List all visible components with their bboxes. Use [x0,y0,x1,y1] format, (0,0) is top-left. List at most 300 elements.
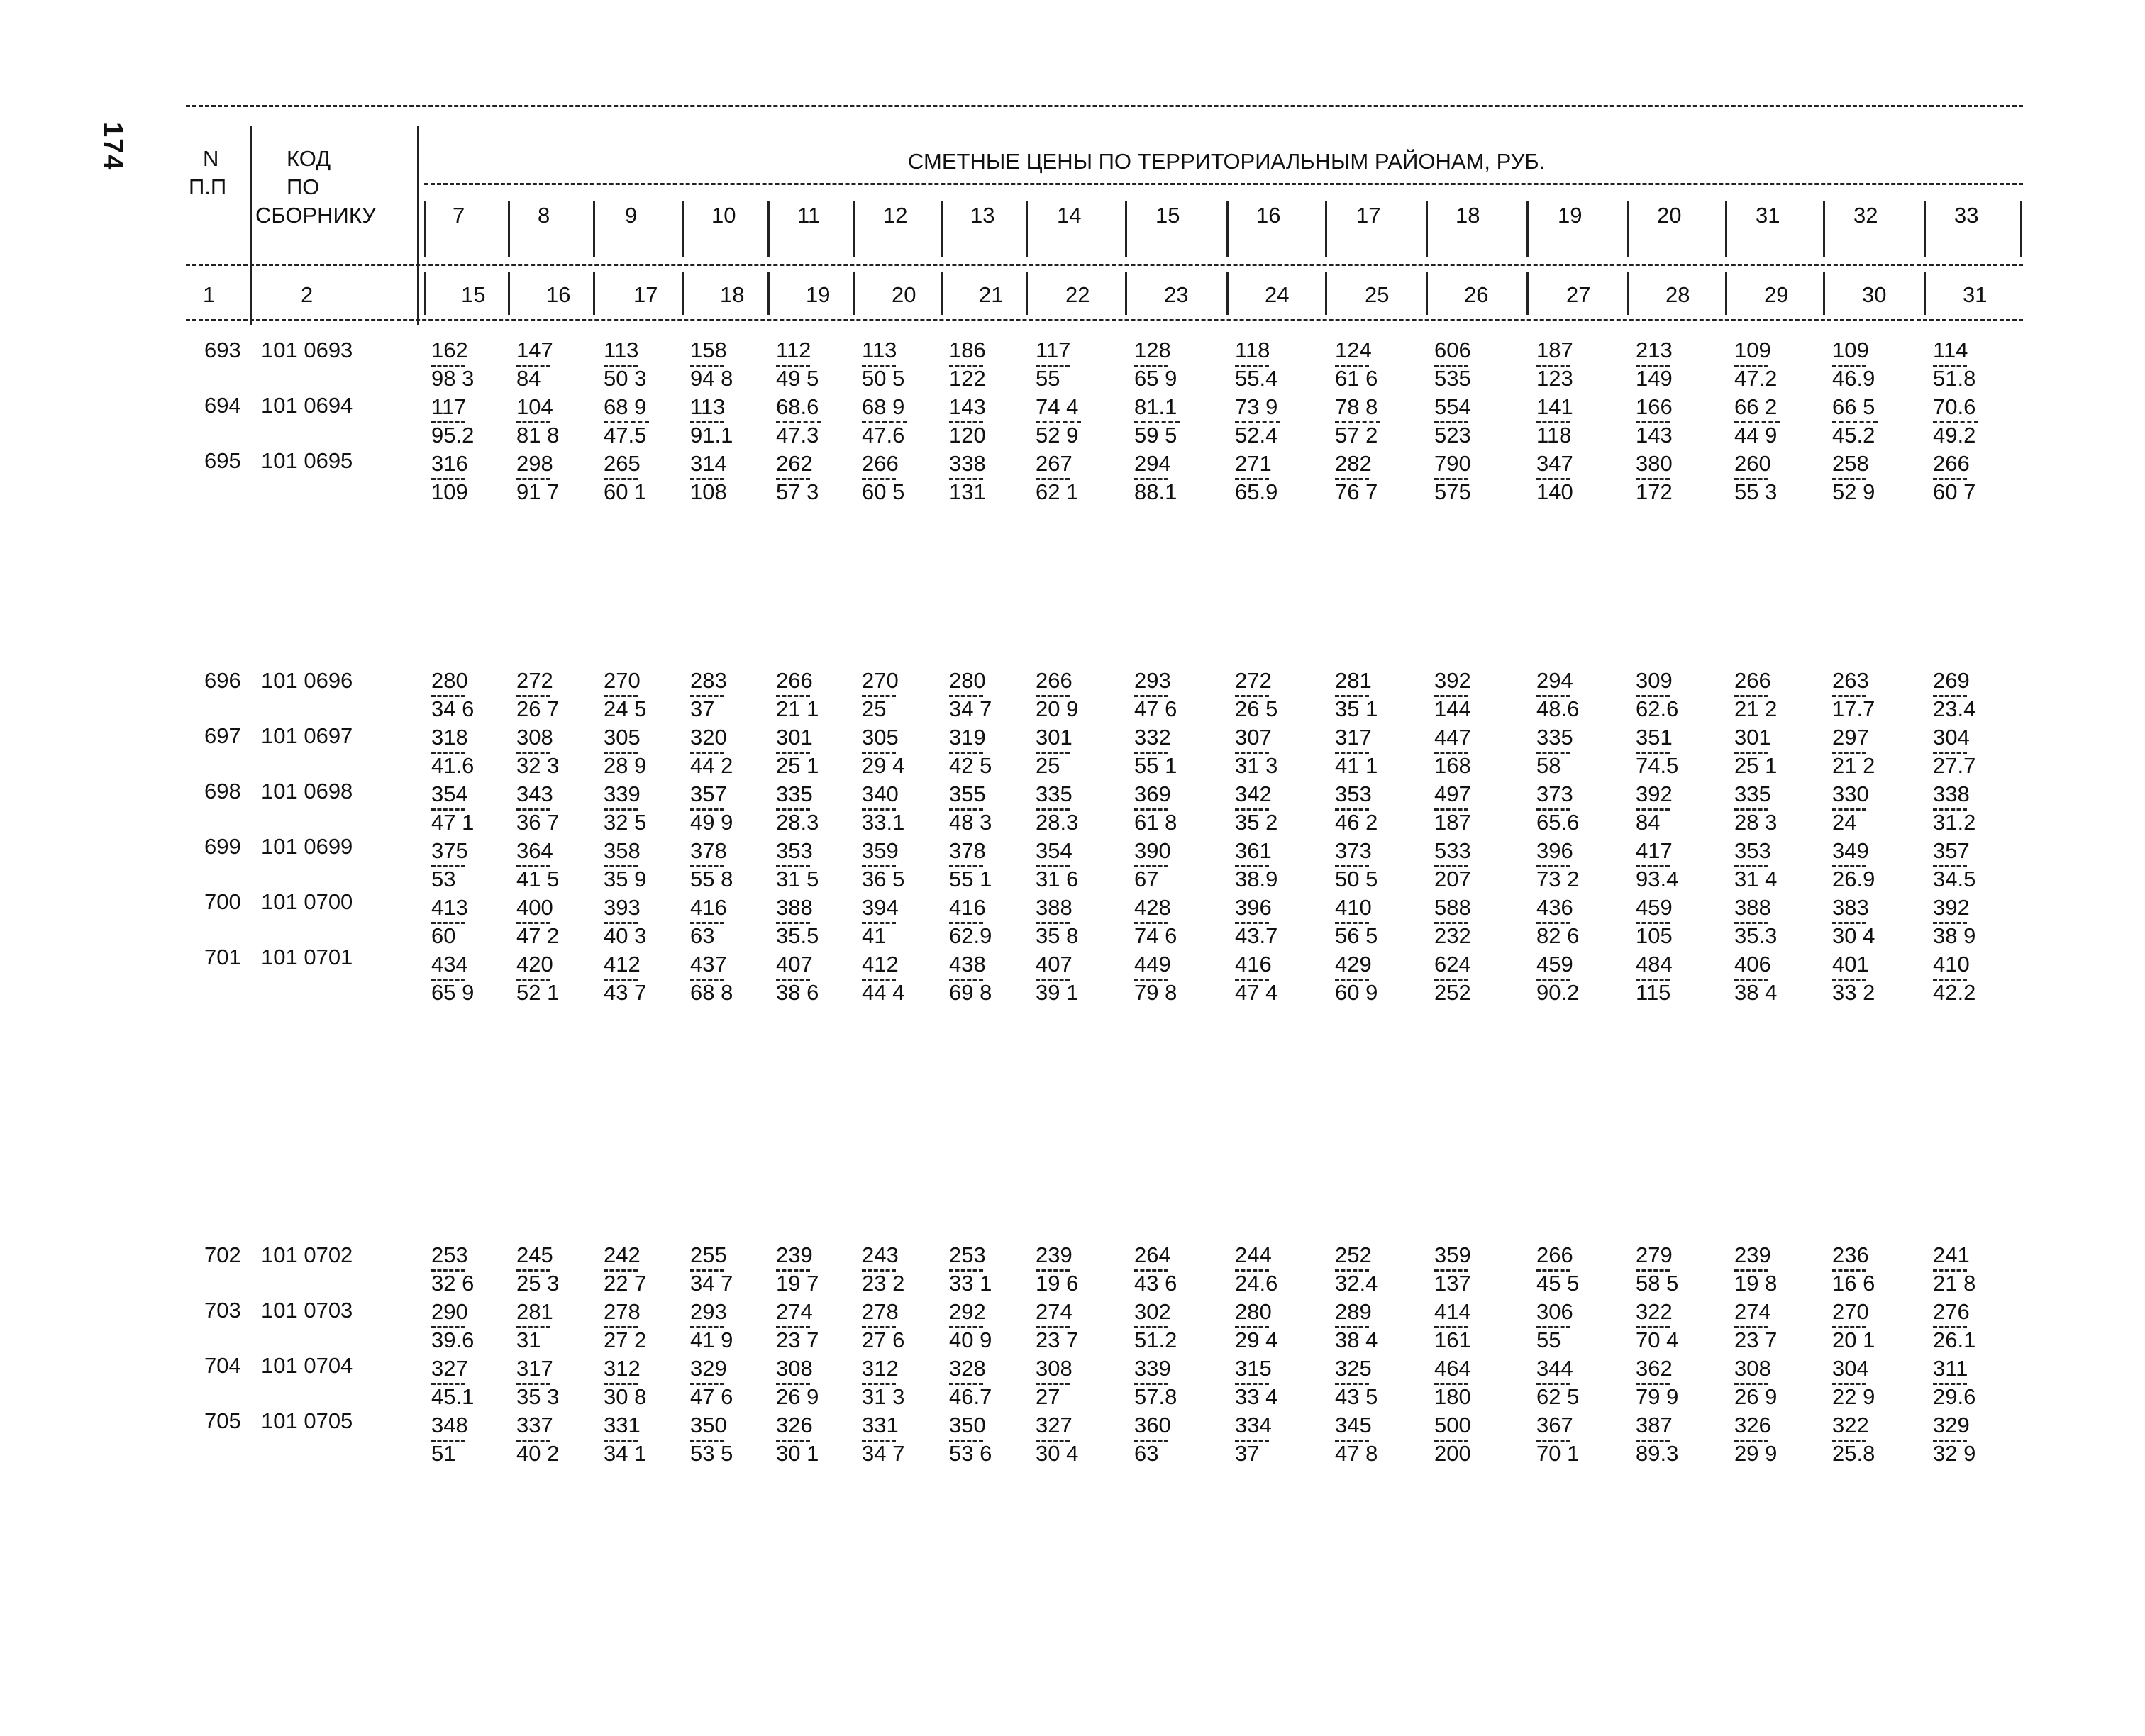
region-13: 13 [970,203,995,228]
price-value: 606 [1434,338,1471,362]
region-12: 12 [883,203,908,228]
price-value: 588 [1434,895,1471,920]
price-value: 318 [431,725,468,750]
price-value: 104 [516,394,553,419]
price-value: 344 [1536,1356,1573,1381]
price-value: 46.9 [1832,366,1875,391]
price-value: 262 [776,451,813,476]
price-value: 63 [1134,1441,1159,1466]
price-value: 327 [431,1356,468,1381]
price-value: 58 5 [1636,1271,1679,1296]
price-value: 37 [690,696,715,721]
price-value: 35.3 [1734,923,1778,948]
colnum-bar-4 [767,272,770,315]
row-number: 697 [204,723,241,748]
price-value: 68 8 [690,980,733,1005]
price-value: 122 [949,366,986,391]
colnum-28: 28 [1665,282,1690,307]
page-number: 174 [98,122,128,172]
price-value: 351 [1636,725,1673,750]
price-value: 360 [1134,1413,1171,1437]
price-value: 55.4 [1235,366,1278,391]
price-value: 339 [604,781,641,806]
colnum-1: 1 [203,282,216,307]
price-value: 51.8 [1933,366,1976,391]
price-value: 94 8 [690,366,733,391]
colnum-bar-7 [1026,272,1028,315]
price-value: 41.6 [431,753,475,778]
price-value: 44 4 [862,980,905,1005]
price-value: 44 9 [1734,423,1778,447]
colnum-bar-16 [1924,272,1926,315]
price-value: 207 [1434,867,1471,891]
row-number: 695 [204,448,241,473]
price-value: 32 6 [431,1271,475,1296]
price-value: 790 [1434,451,1471,476]
price-value: 34 7 [690,1271,733,1296]
price-value: 60 5 [862,479,905,504]
price-value: 62.6 [1636,696,1679,721]
price-value: 335 [1734,781,1771,806]
price-value: 407 [776,952,813,976]
price-value: 252 [1335,1242,1372,1267]
price-value: 316 [431,451,468,476]
price-value: 34 6 [431,696,475,721]
colnum-bar-9 [1226,272,1229,315]
region-9: 9 [625,203,638,228]
price-value: 40 9 [949,1328,992,1352]
price-value: 484 [1636,952,1673,976]
price-value: 392 [1933,895,1970,920]
price-value: 359 [862,838,899,863]
region-bar-14 [1725,201,1727,257]
price-value: 276 [1933,1299,1970,1324]
price-value: 91 7 [516,479,560,504]
region-bar-16 [1924,201,1926,257]
region-bar-11 [1426,201,1428,257]
price-value: 88.1 [1134,479,1177,504]
price-value: 337 [516,1413,553,1437]
col-code-line1: КОД [287,146,331,171]
price-value: 345 [1335,1413,1372,1437]
price-value: 105 [1636,923,1673,948]
price-value: 19 6 [1036,1271,1079,1296]
price-value: 34 1 [604,1441,647,1466]
price-value: 331 [862,1413,899,1437]
price-value: 283 [690,668,727,693]
price-value: 124 [1335,338,1372,362]
price-value: 459 [1636,895,1673,920]
price-value: 25 1 [1734,753,1778,778]
price-value: 554 [1434,394,1471,419]
price-value: 117 [431,394,467,419]
price-value: 74.5 [1636,753,1679,778]
price-value: 47 4 [1235,980,1278,1005]
price-value: 28 9 [604,753,647,778]
colnum-21: 21 [979,282,1004,307]
price-value: 63 [690,923,715,948]
region-bar-5 [853,201,855,257]
price-value: 69 8 [949,980,992,1005]
price-value: 301 [776,725,813,750]
price-value: 459 [1536,952,1573,976]
price-value: 55 1 [949,867,992,891]
row-code: 101 0695 [261,448,353,473]
price-value: 280 [1235,1299,1272,1324]
price-value: 347 [1536,451,1573,476]
region-bar-2 [593,201,595,257]
price-value: 53 5 [690,1441,733,1466]
price-value: 358 [604,838,641,863]
col-np-line2: П.П [189,174,227,199]
price-value: 319 [949,725,986,750]
row-code: 101 0700 [261,889,353,914]
row-number: 700 [204,889,241,914]
price-value: 76 7 [1335,479,1378,504]
region-33: 33 [1954,203,1979,228]
price-value: 113 [604,338,639,362]
colnum-29: 29 [1764,282,1789,307]
price-value: 266 [1036,668,1072,693]
price-value: 449 [1134,952,1171,976]
price-value: 114 [1933,338,1968,362]
price-value: 436 [1536,895,1573,920]
price-value: 137 [1434,1271,1471,1296]
price-value: 49 5 [776,366,819,391]
price-value: 23 7 [1036,1328,1079,1352]
price-value: 48.6 [1536,696,1580,721]
price-value: 44 2 [690,753,733,778]
price-value: 65 9 [431,980,475,1005]
price-value: 47.3 [776,423,819,447]
price-value: 22 7 [604,1271,647,1296]
price-value: 23 7 [776,1328,819,1352]
price-value: 48 3 [949,810,992,835]
price-value: 314 [690,451,727,476]
colnum-bar-11 [1426,272,1428,315]
colnum-19: 19 [806,282,831,307]
price-value: 278 [862,1299,899,1324]
price-value: 307 [1235,725,1272,750]
price-value: 47.6 [862,423,905,447]
price-value: 109 [1832,338,1869,362]
region-bar-12 [1526,201,1529,257]
price-value: 31 [516,1328,541,1352]
price-value: 416 [949,895,986,920]
price-value: 348 [431,1413,468,1437]
price-value: 500 [1434,1413,1471,1437]
price-value: 335 [1036,781,1072,806]
price-value: 65.9 [1235,479,1278,504]
price-value: 112 [776,338,811,362]
price-value: 367 [1536,1413,1573,1437]
price-value: 70 1 [1536,1441,1580,1466]
colnum-bar-10 [1325,272,1327,315]
price-value: 65 9 [1134,366,1177,391]
region-bar-3 [682,201,684,257]
price-value: 39 1 [1036,980,1079,1005]
price-value: 60 7 [1933,479,1976,504]
price-value: 412 [862,952,899,976]
price-value: 35.5 [776,923,819,948]
price-value: 26.9 [1832,867,1875,891]
colnum-30: 30 [1862,282,1887,307]
price-value: 23.4 [1933,696,1976,721]
row-number: 699 [204,834,241,859]
price-value: 326 [1734,1413,1771,1437]
price-value: 60 [431,923,456,948]
price-value: 43.7 [1235,923,1278,948]
price-value: 266 [862,451,899,476]
price-value: 375 [431,838,468,863]
price-value: 73 9 [1235,394,1278,419]
price-value: 91.1 [690,423,733,447]
colnum-25: 25 [1365,282,1390,307]
price-value: 350 [949,1413,986,1437]
row-code: 101 0703 [261,1298,353,1323]
price-value: 281 [1335,668,1372,693]
price-value: 52.4 [1235,423,1278,447]
price-value: 414 [1434,1299,1471,1324]
colnum-2: 2 [301,282,314,307]
price-value: 128 [1134,338,1171,362]
price-value: 338 [949,451,986,476]
col-code-line2: ПО [287,174,320,199]
price-value: 280 [949,668,986,693]
price-value: 21 1 [776,696,819,721]
price-value: 43 6 [1134,1271,1177,1296]
colnum-bar-np [250,272,252,315]
price-value: 388 [1734,895,1771,920]
price-value: 30 1 [776,1441,819,1466]
price-value: 401 [1832,952,1869,976]
price-value: 38.9 [1235,867,1278,891]
price-value: 342 [1235,781,1272,806]
price-value: 22 9 [1832,1384,1875,1409]
price-value: 49.2 [1933,423,1976,447]
price-value: 396 [1235,895,1272,920]
price-value: 281 [516,1299,553,1324]
price-value: 293 [690,1299,727,1324]
price-value: 158 [690,338,727,362]
price-value: 36 7 [516,810,560,835]
price-value: 47 2 [516,923,560,948]
colnum-23: 23 [1164,282,1189,307]
price-value: 269 [1933,668,1970,693]
price-value: 39.6 [431,1328,475,1352]
price-value: 29 4 [862,753,905,778]
price-value: 353 [1335,781,1372,806]
colnum-26: 26 [1464,282,1489,307]
price-value: 79 9 [1636,1384,1679,1409]
price-value: 113 [690,394,726,419]
price-value: 27 [1036,1384,1060,1409]
region-bar-1 [508,201,510,257]
row-number: 696 [204,668,241,693]
price-value: 95.2 [431,423,475,447]
colnum-bar-14 [1725,272,1727,315]
price-value: 25 1 [776,753,819,778]
price-value: 30 8 [604,1384,647,1409]
price-value: 304 [1832,1356,1869,1381]
price-value: 270 [862,668,899,693]
price-value: 396 [1536,838,1573,863]
price-value: 388 [776,895,813,920]
price-value: 417 [1636,838,1673,863]
price-value: 293 [1134,668,1171,693]
price-value: 311 [1933,1356,1968,1381]
price-value: 35 9 [604,867,647,891]
price-value: 302 [1134,1299,1171,1324]
price-value: 144 [1434,696,1471,721]
colnum-27: 27 [1566,282,1591,307]
region-19: 19 [1558,203,1583,228]
region-bar-10 [1325,201,1327,257]
price-value: 339 [1134,1356,1171,1381]
price-value: 392 [1636,781,1673,806]
price-value: 50 3 [604,366,647,391]
price-value: 329 [1933,1413,1970,1437]
price-value: 53 [431,867,456,891]
region-32: 32 [1853,203,1878,228]
region-bar-4 [767,201,770,257]
price-value: 329 [690,1356,727,1381]
price-value: 260 [1734,451,1771,476]
colnum-15: 15 [461,282,486,307]
price-value: 410 [1335,895,1372,920]
price-value: 26.1 [1933,1328,1976,1352]
price-value: 393 [604,895,641,920]
row-number: 705 [204,1408,241,1433]
price-value: 27 6 [862,1328,905,1352]
price-value: 55 3 [1734,479,1778,504]
price-value: 357 [1933,838,1970,863]
price-value: 147 [516,338,553,362]
price-value: 50 5 [862,366,905,391]
price-value: 387 [1636,1413,1673,1437]
price-value: 55 1 [1134,753,1177,778]
price-value: 40 2 [516,1441,560,1466]
price-value: 28 3 [1734,810,1778,835]
price-value: 535 [1434,366,1471,391]
price-value: 355 [949,781,986,806]
colnum-bar-3 [682,272,684,315]
price-value: 350 [690,1413,727,1437]
row-code: 101 0698 [261,779,353,803]
price-value: 315 [1235,1356,1272,1381]
price-value: 162 [431,338,468,362]
price-value: 308 [1036,1356,1072,1381]
price-value: 437 [690,952,727,976]
price-value: 25.8 [1832,1441,1875,1466]
price-value: 66 5 [1832,394,1875,419]
header-bar-code [417,126,419,325]
price-value: 143 [1636,423,1673,447]
price-value: 186 [949,338,986,362]
price-value: 180 [1434,1384,1471,1409]
price-value: 51.2 [1134,1328,1177,1352]
price-value: 30 4 [1036,1441,1079,1466]
price-value: 279 [1636,1242,1673,1267]
price-value: 118 [1536,423,1572,447]
price-value: 35 8 [1036,923,1079,948]
colnum-20: 20 [892,282,916,307]
price-value: 117 [1036,338,1071,362]
price-value: 65.6 [1536,810,1580,835]
price-value: 55 [1536,1328,1561,1352]
price-value: 308 [776,1356,813,1381]
price-value: 26 9 [1734,1384,1778,1409]
price-value: 406 [1734,952,1771,976]
price-value: 187 [1434,810,1471,835]
price-value: 21 8 [1933,1271,1976,1296]
colnum-18: 18 [720,282,745,307]
price-value: 32 9 [1933,1441,1976,1466]
region-11: 11 [797,203,821,228]
price-value: 32.4 [1335,1271,1378,1296]
row-number: 693 [204,338,241,362]
price-value: 33 1 [949,1271,992,1296]
region-16: 16 [1256,203,1281,228]
price-value: 317 [1335,725,1372,750]
price-value: 90.2 [1536,980,1580,1005]
price-value: 51 [431,1441,456,1466]
price-value: 62.9 [949,923,992,948]
price-value: 55 [1036,366,1060,391]
price-value: 270 [604,668,641,693]
price-value: 31 4 [1734,867,1778,891]
price-value: 98 3 [431,366,475,391]
row-number: 694 [204,393,241,418]
colnum-bar-15 [1823,272,1825,315]
price-value: 52 9 [1832,479,1875,504]
header-title: СМЕТНЫЕ ЦЕНЫ ПО ТЕРРИТОРИАЛЬНЫМ РАЙОНАМ, РУБ. [908,149,1546,174]
price-value: 123 [1536,366,1573,391]
price-value: 34.5 [1933,867,1976,891]
price-value: 81.1 [1134,394,1177,419]
price-value: 24 [1832,810,1857,835]
price-value: 23 2 [862,1271,905,1296]
price-value: 297 [1832,725,1869,750]
price-value: 74 4 [1036,394,1079,419]
price-value: 200 [1434,1441,1471,1466]
price-value: 322 [1832,1413,1869,1437]
price-value: 17.7 [1832,696,1875,721]
colnum-24: 24 [1265,282,1290,307]
price-value: 369 [1134,781,1171,806]
price-value: 264 [1134,1242,1171,1267]
price-value: 30 4 [1832,923,1875,948]
price-value: 23 7 [1734,1328,1778,1352]
price-value: 340 [862,781,899,806]
price-value: 32 3 [516,753,560,778]
price-value: 338 [1933,781,1970,806]
price-value: 380 [1636,451,1673,476]
price-value: 120 [949,423,986,447]
region-7: 7 [453,203,465,228]
price-value: 43 5 [1335,1384,1378,1409]
price-value: 113 [862,338,897,362]
price-value: 308 [516,725,553,750]
price-value: 325 [1335,1356,1372,1381]
price-value: 266 [1933,451,1970,476]
price-value: 16 6 [1832,1271,1875,1296]
colnum-bar-13 [1627,272,1629,315]
price-value: 359 [1434,1242,1471,1267]
price-value: 239 [1734,1242,1771,1267]
price-value: 263 [1832,668,1869,693]
price-value: 47 6 [690,1384,733,1409]
